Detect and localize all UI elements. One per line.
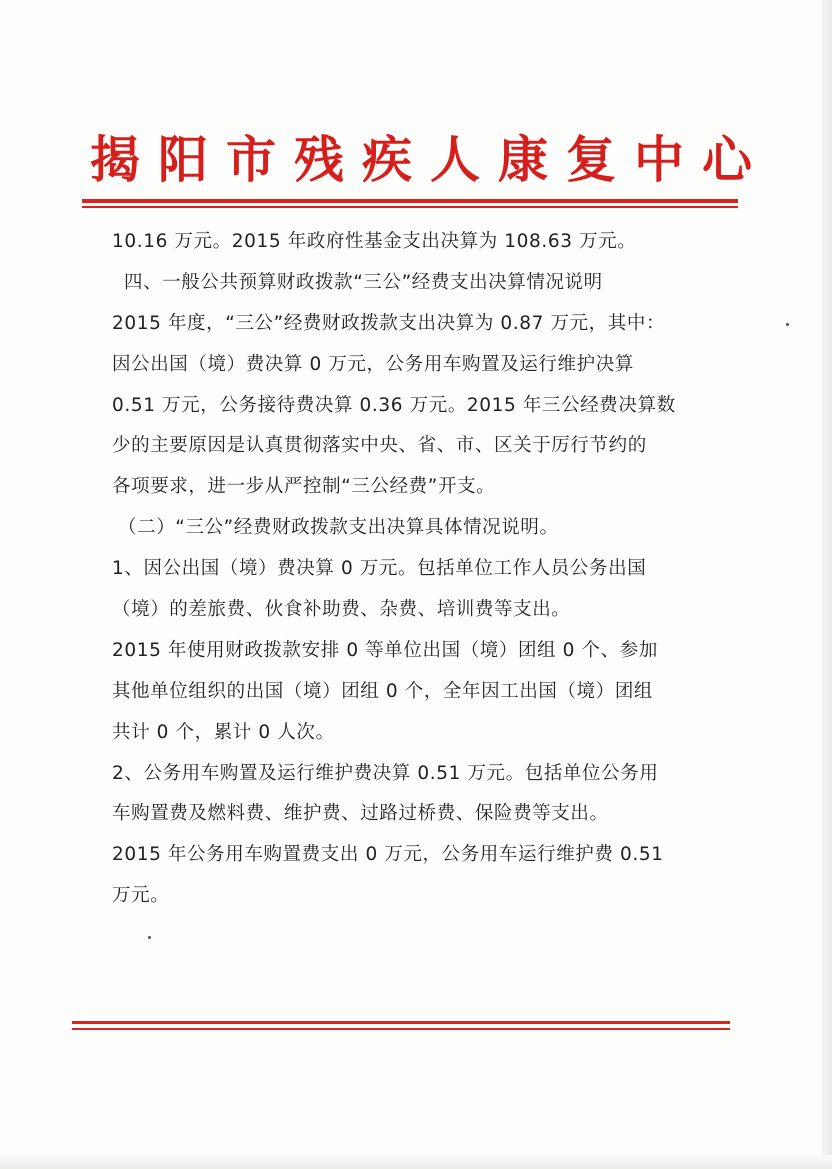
subsection-heading: （二）“三公”经费财政拨款支出决算具体情况说明。 (118, 517, 559, 539)
letterhead-rule-thin (82, 206, 738, 208)
text-line: 少的主要原因是认真贯彻落实中央、省、市、区关于厉行节约的 (112, 435, 647, 457)
text-line: 各项要求，进一步从严控制“三公经费”开支。 (112, 476, 496, 498)
scan-edge-bottom (0, 1155, 832, 1169)
text-line: 2015 年度，“三公”经费财政拨款支出决算为 0.87 万元，其中： (112, 312, 666, 334)
text-line: 因公出国（境）费决算 0 万元，公务用车购置及运行维护决算 (112, 353, 634, 375)
scan-speck (786, 323, 789, 326)
text-line: 万元。 (112, 885, 170, 907)
letterhead-title: 揭阳市残疾人康复中心 (90, 130, 770, 189)
text-line: 0.51 万元，公务接待费决算 0.36 万元。2015 年三公经费决算数 (112, 394, 676, 416)
text-line: 10.16 万元。2015 年政府性基金支出决算为 108.63 万元。 (112, 231, 637, 252)
text-line: 其他单位组织的出国（境）团组 0 个，全年因工出国（境）团组 (112, 680, 654, 702)
section-heading: 四、一般公共预算财政拨款“三公”经费支出决算情况说明 (124, 271, 603, 293)
text-line: 2、公务用车购置及运行维护费决算 0.51 万元。包括单位公务用 (112, 762, 659, 784)
letterhead-rule-thick (82, 199, 738, 203)
footer-rule-thick (72, 1021, 730, 1024)
text-line: 车购置费及燃料费、维护费、过路过桥费、保险费等支出。 (112, 803, 609, 825)
text-line: 2015 年使用财政拨款安排 0 等单位出国（境）团组 0 个、参加 (112, 639, 658, 661)
body-text (112, 222, 712, 917)
text-line: （境）的差旅费、伙食补助费、杂费、培训费等支出。 (112, 599, 571, 621)
text-line: 2015 年公务用车购置费支出 0 万元，公务用车运行维护费 0.51 (112, 844, 664, 866)
text-line: 共计 0 个，累计 0 人次。 (112, 721, 335, 743)
scan-edge-right (822, 0, 832, 1169)
scan-speck (148, 936, 151, 939)
text-line: 1、因公出国（境）费决算 0 万元。包括单位工作人员公务出国 (112, 558, 647, 580)
footer-rule-thin (72, 1028, 730, 1030)
